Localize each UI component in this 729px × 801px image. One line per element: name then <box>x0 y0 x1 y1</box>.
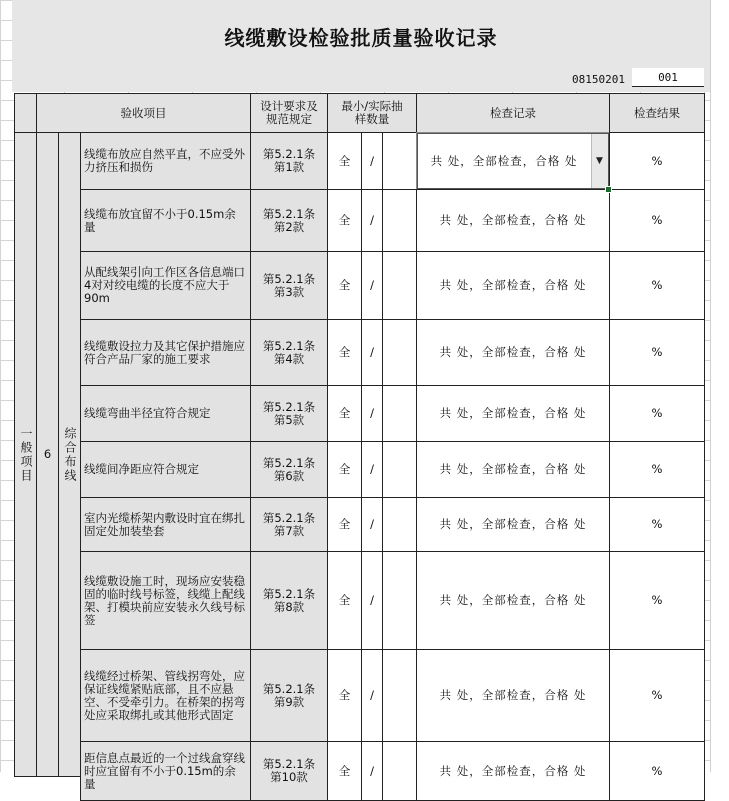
row-actual-sample[interactable] <box>382 741 417 801</box>
row-slash[interactable]: / <box>361 319 383 386</box>
row-item-text: 线缆敷设拉力及其它保护措施应符合产品厂家的施工要求 <box>80 319 251 386</box>
row-item-text: 线缆间净距应符合规定 <box>80 441 251 498</box>
row-min-sample[interactable]: 全 <box>327 319 362 386</box>
dropdown-arrow-icon[interactable]: ▼ <box>591 134 608 188</box>
row-actual-sample[interactable] <box>382 649 417 742</box>
row-result[interactable]: % <box>609 319 705 386</box>
row-clause: 第5.2.1条第7款 <box>250 497 328 552</box>
row-clause: 第5.2.1条第5款 <box>250 385 328 442</box>
subcategory-label: 综合布线 <box>63 426 77 483</box>
subcategory-cell <box>58 132 81 777</box>
row-min-sample[interactable]: 全 <box>327 649 362 742</box>
row-min-sample[interactable]: 全 <box>327 551 362 650</box>
row-slash[interactable]: / <box>361 551 383 650</box>
category-cell <box>14 132 37 777</box>
header-design: 设计要求及规范规定 <box>250 93 328 133</box>
row-clause: 第5.2.1条第1款 <box>250 132 328 190</box>
row-result[interactable]: % <box>609 385 705 442</box>
page-title: 线缆敷设检验批质量验收记录 <box>224 26 498 50</box>
row-slash[interactable]: / <box>361 741 383 801</box>
row-actual-sample[interactable] <box>382 497 417 552</box>
row-item-text: 室内光缆桥架内敷设时宜在绑扎固定处加装垫套 <box>80 497 251 552</box>
row-actual-sample[interactable] <box>382 551 417 650</box>
row-actual-sample[interactable] <box>382 385 417 442</box>
row-record[interactable]: 共 处，全部检查，合格 处 <box>416 497 610 552</box>
row-min-sample[interactable]: 全 <box>327 385 362 442</box>
row-record[interactable]: 共 处，全部检查，合格 处 <box>416 441 610 498</box>
row-item-text: 线缆敷设施工时，现场应安装稳固的临时线号标签，线缆上配线架、打模块前应安装永久线号标签 <box>80 551 251 650</box>
row-clause: 第5.2.1条第9款 <box>250 649 328 742</box>
row-record[interactable]: 共 处，全部检查，合格 处 <box>416 189 610 252</box>
row-actual-sample[interactable] <box>382 319 417 386</box>
row-clause: 第5.2.1条第10款 <box>250 741 328 801</box>
row-slash[interactable]: / <box>361 385 383 442</box>
row-actual-sample[interactable] <box>382 189 417 252</box>
row-item-text: 从配线架引向工作区各信息端口4对对绞电缆的长度不应大于90m <box>80 251 251 320</box>
row-record[interactable]: 共 处，全部检查，合格 处 ▼ <box>417 133 609 189</box>
row-record[interactable]: 共 处，全部检查，合格 处 <box>416 649 610 742</box>
header-record: 检查记录 <box>416 93 610 133</box>
index-cell <box>36 132 59 777</box>
row-clause: 第5.2.1条第6款 <box>250 441 328 498</box>
header-result: 检查结果 <box>609 93 705 133</box>
row-min-sample[interactable]: 全 <box>327 741 362 801</box>
row-result[interactable]: % <box>609 251 705 320</box>
row-item-text: 线缆布放宜留不小于0.15m余量 <box>80 189 251 252</box>
row-clause: 第5.2.1条第3款 <box>250 251 328 320</box>
row-result[interactable]: % <box>609 649 705 742</box>
row-clause: 第5.2.1条第4款 <box>250 319 328 386</box>
row-actual-sample[interactable] <box>382 441 417 498</box>
row-slash[interactable]: / <box>361 132 383 190</box>
row-clause: 第5.2.1条第8款 <box>250 551 328 650</box>
form-code: 08150201 <box>572 73 625 86</box>
index-label: 6 <box>43 447 52 461</box>
row-record[interactable]: 共 处，全部检查，合格 处 <box>416 319 610 386</box>
form-number-cell[interactable]: 001 <box>632 68 704 87</box>
row-item-text: 距信息点最近的一个过线盒穿线时应宜留有不小于0.15m的余量 <box>80 741 251 801</box>
row-actual-sample[interactable] <box>382 132 417 190</box>
row-result[interactable]: % <box>609 551 705 650</box>
row-min-sample[interactable]: 全 <box>327 497 362 552</box>
row-result[interactable]: % <box>609 189 705 252</box>
row-item-text: 线缆弯曲半径宜符合规定 <box>80 385 251 442</box>
row-min-sample[interactable]: 全 <box>327 251 362 320</box>
header-item: 验收项目 <box>36 93 251 133</box>
row-record[interactable]: 共 处，全部检查，合格 处 <box>416 551 610 650</box>
next-column <box>710 0 729 772</box>
row-record[interactable]: 共 处，全部检查，合格 处 <box>416 741 610 801</box>
row-slash[interactable]: / <box>361 441 383 498</box>
row-slash[interactable]: / <box>361 497 383 552</box>
row-slash[interactable]: / <box>361 251 383 320</box>
row-record[interactable]: 共 处，全部检查，合格 处 <box>416 385 610 442</box>
row-clause: 第5.2.1条第2款 <box>250 189 328 252</box>
row-slash[interactable]: / <box>361 189 383 252</box>
header-sample: 最小/实际抽样数量 <box>327 93 417 133</box>
row-item-text: 线缆经过桥架、管线拐弯处，应保证线缆紧贴底部，且不应悬空、不受牵引力。在桥架的拐弯处应采取绑扎或其他形式固定 <box>80 649 251 742</box>
row-result[interactable]: % <box>609 741 705 801</box>
row-min-sample[interactable]: 全 <box>327 189 362 252</box>
header-blank <box>14 93 37 133</box>
row-result[interactable]: % <box>609 132 705 190</box>
fill-handle[interactable] <box>605 186 612 193</box>
row-item-text: 线缆布放应自然平直，不应受外力挤压和损伤 <box>80 132 251 190</box>
row-result[interactable]: % <box>609 497 705 552</box>
row-result[interactable]: % <box>609 441 705 498</box>
row-slash[interactable]: / <box>361 649 383 742</box>
row-actual-sample[interactable] <box>382 251 417 320</box>
row-record[interactable]: 共 处，全部检查，合格 处 <box>416 251 610 320</box>
category-label: 一般项目 <box>19 426 33 483</box>
row-min-sample[interactable]: 全 <box>327 132 362 190</box>
row-min-sample[interactable]: 全 <box>327 441 362 498</box>
